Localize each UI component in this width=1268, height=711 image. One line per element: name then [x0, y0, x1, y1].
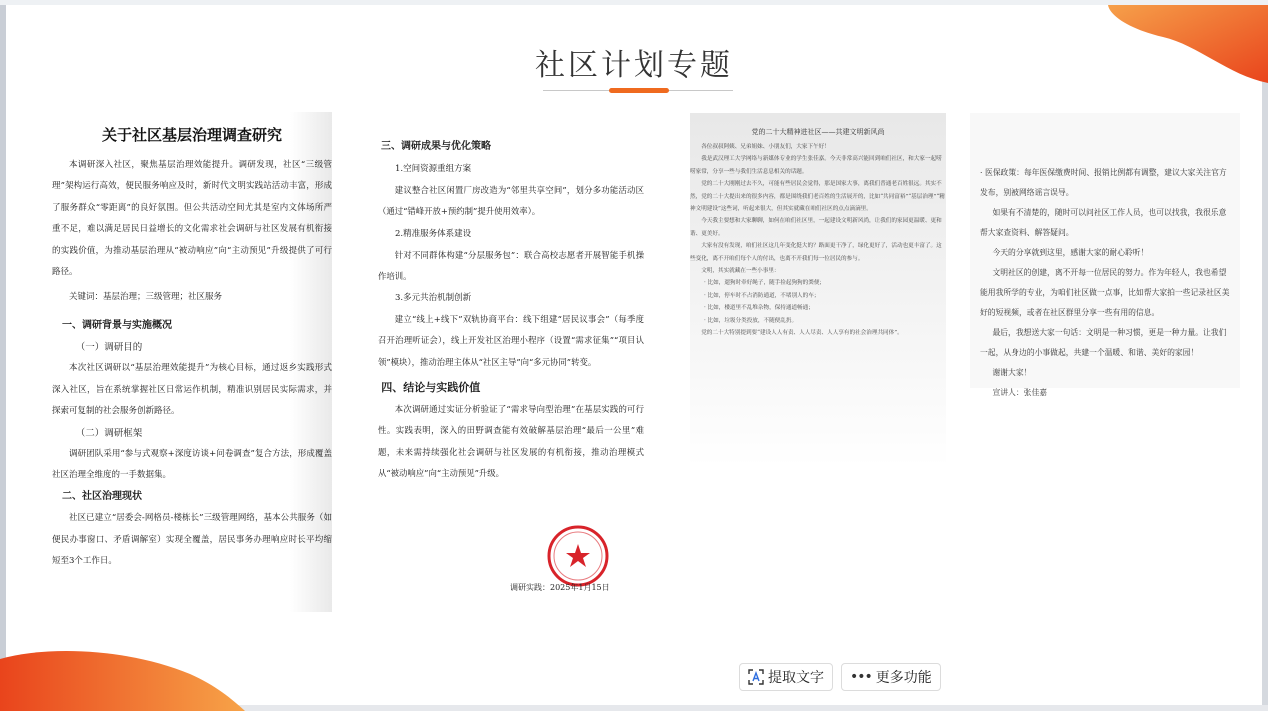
- window-left-border: [0, 5, 6, 705]
- extract-text-button[interactable]: [739, 663, 833, 691]
- doc3-title: 党的二十大精神进社区——共建文明新风尚: [751, 128, 885, 136]
- doc1-heading-background: 一、调研背景与实施概况: [62, 320, 172, 332]
- doc4-para: 谢谢大家！: [992, 368, 1032, 377]
- more-functions-button[interactable]: [841, 663, 941, 691]
- doc2-text-3: 建立“线上+线下”双轨协商平台：线下组建“居民议事会”（每季度召开治理听证会），线上开发社区治理小程序（设置“需求征集”“项目认领”模块），推动治理主体从“社区主导”向“多元协同”转变。: [378, 314, 644, 367]
- doc3-para: 各位叔叔阿姨、兄弟姐妹、小朋友们，大家下午好！: [701, 144, 830, 150]
- doc3-para: 党的二十大特别提到要“建设人人有责、人人尽责、人人享有的社会治理共同体”。: [701, 330, 903, 337]
- document-page-3[interactable]: [690, 113, 946, 618]
- doc2-text-2: 针对不同群体构建“分层服务包”：联合高校志愿者开展智能手机操作培训。: [378, 249, 644, 281]
- doc4-para: 文明社区的创建，离不开每一位居民的努力。作为年轻人，我也希望能用我所学的专业，为咱们社区做一点事，比如帮大家拍一些记录社区美好的短视频，或者在社区群里分享一些有用的信息。: [980, 268, 1230, 317]
- text-extract-icon: [748, 669, 764, 685]
- doc4-para: 如果有不清楚的，随时可以问社区工作人员，也可以找我，我很乐意帮大家查资料、解答疑问。: [980, 208, 1227, 237]
- doc2-conclusion-text: 本次调研通过实证分析验证了“需求导向型治理”在基层实践的可行性。实践表明，深入的田野调查能有效破解基层治理“最后一公里”难题，未来需持续强化社会调研与社区发展的有机衔接，推动治理模式从“被动响应”向“主动预见”升级。: [378, 404, 644, 478]
- doc2-signature-date: 调研实践：2025年1月15日: [510, 583, 610, 592]
- doc3-para: 我是武汉理工大学网络与新媒体专业的学生张佳嘉。今天非常高兴能回到咱们社区，和大家一起唠唠家常，分享一些与我们生活息息相关的话题。: [690, 156, 942, 175]
- doc1-title: 关于社区基层治理调查研究: [101, 126, 282, 144]
- more-functions-label: 更多功能: [875, 670, 932, 686]
- doc1-heading-framework: （二）调研框架: [75, 427, 143, 439]
- doc2-heading-results: 三、调研成果与优化策略: [381, 141, 491, 152]
- doc1-framework-text: 调研团队采用“参与式观察+深度访谈+问卷调查”复合方法，形成覆盖社区治理全维度的一手数据集。: [52, 448, 332, 481]
- doc3-list-item: · 比如，停车时不占消防通道，不堵别人的车；: [704, 292, 820, 299]
- doc1-heading-status: 二、社区治理现状: [62, 491, 142, 503]
- doc3-para: 今天我主要想和大家聊聊，如何在咱们社区里，一起建设文明新风尚，让我们的家园更温暖、更和谐、更美好。: [690, 218, 942, 237]
- doc2-heading-conclusion: 四、结论与实践价值: [381, 381, 481, 395]
- doc4-para: 最后，我想送大家一句话：文明是一种习惯，更是一种力量。让我们一起，从身边的小事做起，共建一个温暖、和谐、美好的家园！: [980, 328, 1227, 357]
- image-toolbar: [739, 663, 941, 691]
- official-seal-icon: [546, 524, 610, 588]
- doc2-subheading-1: 1.空间资源重组方案: [395, 164, 472, 174]
- doc3-para: 党的二十大刚刚过去不久，可能有些居民会觉得，那是国家大事，离我们普通老百姓很远。其实不然，党的二十大提出来的很多内容，都是围绕我们老百姓的生活展开的，比如“共同富裕”“基层治理”“精神文明建设”这些词，听起来很大，但其实就藏在咱们社区的点点滴滴里。: [690, 181, 945, 213]
- ellipsis-icon: •••: [850, 669, 872, 685]
- document-page-2[interactable]: [378, 112, 644, 607]
- doc2-subheading-2: 2.精准服务体系建设: [395, 228, 472, 239]
- doc1-purpose-text: 本次社区调研以“基层治理效能提升”为核心目标，通过返乡实践形式深入社区，旨在系统掌握社区日常运作机制，精准识别居民实际需求，并探索可复制的社会服务创新路径。: [52, 363, 332, 417]
- window-right-border: [1262, 5, 1268, 705]
- doc3-para: 大家有没有发现，咱们社区这几年变化挺大的？路面更干净了，绿化更好了，活动也更丰富了。这些变化，离不开咱们每个人的付出，也离不开我们每一位居民的参与。: [690, 243, 942, 262]
- doc3-para: 文明，其实就藏在一些小事里：: [701, 268, 780, 275]
- title-accent-bar: [609, 88, 669, 93]
- doc3-list-item: · 比如，遛狗时牵好绳子，随手捡起狗狗的粪便；: [704, 280, 826, 287]
- doc1-heading-purpose: （一）调研目的: [75, 342, 143, 354]
- document-page-4[interactable]: [970, 113, 1240, 397]
- doc3-list-item: · 比如，垃圾分类投放，不随便乱扔。: [704, 317, 798, 324]
- decorative-corner-shape-bottom-left: [0, 649, 245, 711]
- doc3-list-item: · 比如，楼道里不乱堆杂物，保持通道畅通；: [704, 305, 814, 312]
- doc2-subheading-3: 3.多元共治机制创新: [395, 293, 472, 304]
- doc4-para: 今天的分享就到这里，感谢大家的耐心聆听！: [992, 248, 1149, 257]
- doc1-status-text: 社区已建立“居委会-网格员-楼栋长”三级管理网络，基本公共服务（如便民办事窗口、矛盾调解室）实现全覆盖，居民事务办理响应时长平均缩短至3个工作日。: [52, 513, 332, 567]
- doc4-para: 宣讲人：张佳嘉: [992, 388, 1048, 397]
- doc1-intro: 本调研深入社区，聚焦基层治理效能提升。调研发现，社区“三级管理”架构运行高效，便民服务响应及时，新时代文明实践站活动丰富，形成了服务群众“零距离”的良好氛围。但公共活动空间尤其是室内文体场所严重不足，难以满足居民日益增长的文化需求社会调研与社区发展有机衔接的实践价值，为推动基层治理从“被动响应”向“主动预见”升级提供了可行路径。: [52, 160, 332, 278]
- doc4-para: · 医保政策：每年医保缴费时间、报销比例都有调整，建议大家关注官方发布，别被网络谣言误导。: [980, 168, 1227, 197]
- doc2-text-1: 建议整合社区闲置厂房改造为“邻里共享空间”，划分多功能活动区（通过“错峰开放+预约制”提升使用效率）。: [378, 185, 644, 217]
- extract-text-label: 提取文字: [768, 670, 824, 686]
- page-title: 社区计划专题: [535, 48, 733, 83]
- document-page-1[interactable]: [52, 112, 332, 612]
- doc1-keywords: 关键词：基层治理；三级管理；社区服务: [69, 292, 223, 303]
